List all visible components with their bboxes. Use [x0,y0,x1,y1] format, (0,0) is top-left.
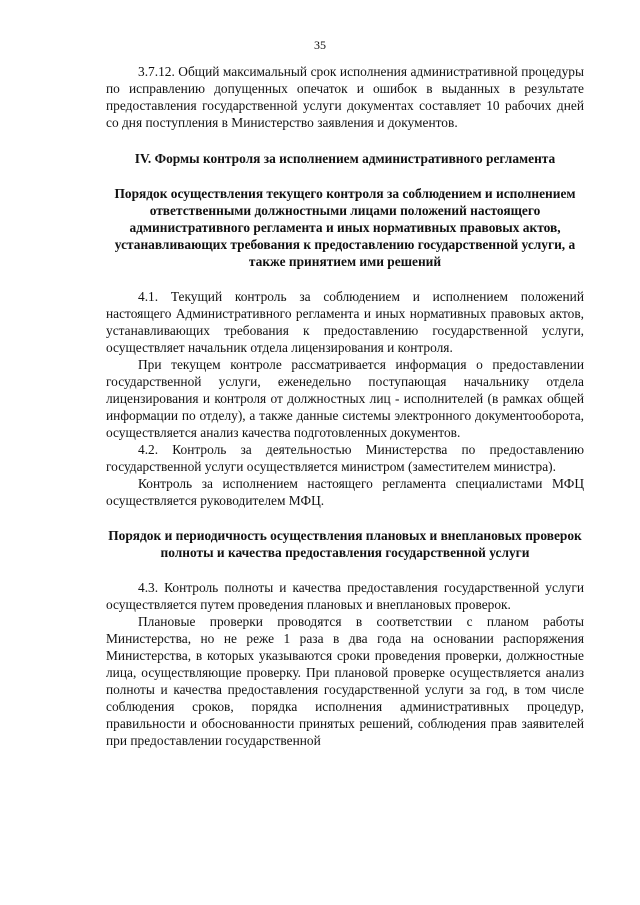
paragraph-4-2: 4.2. Контроль за деятельностью Министерства по предоставлению государственной услуги осуществляется министром (заместителем министра). [106,442,584,474]
paragraph-4-3-continued: Плановые проверки проводятся в соответствии с планом работы Министерства, но не реже 1 раза в два года на основании распоряжения Министерства, в которых указываются сроки проведения проверки, должностные лица, осуществляющие проверку. При плановой проверке осуществляется анализ полноты и качества предоставления государственной услуги за год, в том числе соблюдения сроков, порядка исполнения административных процедур, правильности и обоснованности принятых решений, соблюдения прав заявителей при предоставлении государственной [106,614,584,748]
subsection-inspections-title: Порядок и периодичность осуществления плановых и внеплановых проверок полноты и качества предоставления государственной услуги [108,528,582,560]
paragraph-4-3: 4.3. Контроль полноты и качества предоставления государственной услуги осуществляется путем проведения плановых и внеплановых проверок. [106,580,584,612]
document-body [106,63,584,749]
paragraph-4-1-continued: При текущем контроле рассматривается информация о предоставлении государственной услуги, еженедельно поступающая начальнику отдела лицензирования и контроля от должностных лиц - исполнителей (в рамках общей информации по отделу), а также данные системы электронного документооборота, осуществляется анализ качества подготовленных документов. [106,357,584,440]
paragraph-3-7-12: 3.7.12. Общий максимальный срок исполнения административной процедуры по исправлению допущенных опечаток и ошибок в выданных в результате предоставления государственной услуги документах составляет 10 рабочих дней со дня поступления в Министерство заявления и документов. [106,64,584,130]
page-number: 35 [314,38,326,52]
paragraph-4-1: 4.1. Текущий контроль за соблюдением и исполнением положений настоящего Административного регламента и иных нормативных правовых актов, устанавливающих требования к предоставлению государственной услуги, осуществляет начальник отдела лицензирования и контроля. [106,289,584,355]
paragraph-4-2-continued: Контроль за исполнением настоящего регламента специалистами МФЦ осуществляется руководителем МФЦ. [106,476,584,508]
subsection-current-control-title: Порядок осуществления текущего контроля за соблюдением и исполнением ответственными должностными лицами положений настоящего административного регламента и иных нормативных правовых актов, устанавливающих требования к предоставлению государственной услуги, а также принятием ими решений [114,186,576,269]
section-iv-title: IV. Формы контроля за исполнением административного регламента [134,151,556,166]
